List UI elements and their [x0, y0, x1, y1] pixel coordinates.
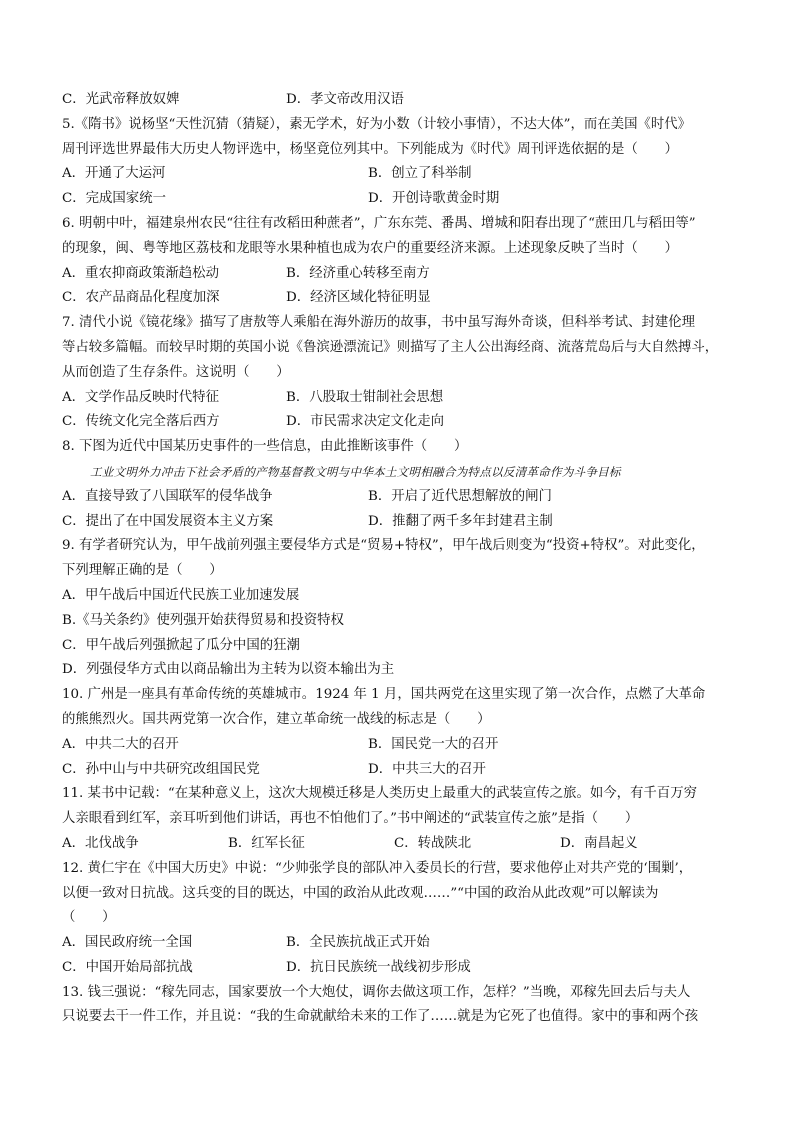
answer-option: A．直接导致了八国联军的侵华战争 [62, 488, 273, 504]
question-text-line: 的现象，闽、粤等地区荔枝和龙眼等水果种植也成为农户的重要经济来源。上述现象反映了当时（ ） [62, 240, 678, 256]
answer-option: A．北伐战争 [62, 835, 139, 851]
question-text-line: （ ） [62, 910, 116, 926]
answer-option: D．中共三大的召开 [368, 761, 486, 777]
answer-option: C．完成国家统一 [62, 191, 166, 207]
event-info-figure: 工业文明外力冲击下社会矛盾的产物基督教文明与中华本土文明相融合为特点以反清革命作为斗争目标 [90, 464, 621, 479]
answer-option: C．中国开始局部抗战 [62, 959, 193, 975]
question-text-line: 人亲眼看到红军，亲耳听到他们讲话，再也不怕他们了。”书中阐述的“武装宣传之旅”是指（ ） [62, 811, 639, 827]
question-text-line: 8. 下图为近代中国某历史事件的一些信息，由此推断该事件（ ） [62, 439, 468, 455]
question-text-line: 只说要去干一件工作，并且说：“我的生命就献给未来的工作了……就是为它死了也值得。家中的事和两个孩 [62, 1009, 699, 1025]
answer-option: A．文学作品反映时代特征 [62, 389, 219, 405]
answer-option: D．孝文帝改用汉语 [286, 92, 404, 107]
answer-option: C．传统文化完全落后西方 [62, 414, 220, 430]
answer-options-row [62, 485, 742, 510]
question-text-line: 的熊熊烈火。国共两党第一次合作，建立革命统一战线的标志是（ ） [62, 711, 491, 727]
answer-options-row [62, 162, 742, 187]
question-text-line: 6. 明朝中叶，福建泉州农民“往往有改稻田种蔗者”，广东东莞、番禺、增城和阳春出现了“蔗田几与稻田等” [62, 215, 696, 231]
question-text-line: 10. 广州是一座具有革命传统的英雄城市。1924 年 1 月，国共两党在这里实现了第一次合作，点燃了大革命 [62, 687, 706, 703]
answer-options-row [62, 187, 742, 212]
question-text-line: 以便一致对日抗战。这兵变的目的既达，中国的政治从此改观……”“中国的政治从此改观”可以解读为 [62, 885, 659, 901]
answer-option: C．孙中山与中共研究改组国民党 [62, 761, 260, 777]
answer-option: B．经济重心转移至南方 [286, 265, 430, 281]
answer-option: D．南昌起义 [560, 835, 638, 851]
answer-option: D．经济区域化特征明显 [286, 290, 431, 306]
answer-options-row [62, 286, 742, 311]
question-list [62, 88, 742, 1030]
answer-option: D．推翻了两千多年封建君主制 [368, 513, 553, 529]
question-text-line: 周刊评选世界最伟大历史人物评选中，杨坚竟位列其中。下列能成为《时代》周刊评选依据的是（ ） [62, 141, 678, 157]
answer-options-row [62, 88, 742, 113]
answer-options-row [62, 832, 742, 857]
question-text-line: C．甲午战后列强掀起了瓜分中国的狂潮 [62, 637, 300, 653]
question-text-line: 13. 钱三强说：“稼先同志，国家要放一个大炮仗，调你去做这项工作，怎样？”当晚，邓稼先回去后与夫人 [62, 984, 691, 1000]
answer-option: D．市民需求决定文化走向 [286, 414, 445, 430]
answer-option: B．创立了科举制 [368, 166, 472, 182]
question-text-line: 7. 清代小说《镜花缘》描写了唐敖等人乘船在海外游历的故事，书中虽写海外奇谈，但科举考试、封建伦理 [62, 315, 695, 331]
question-text-line: 12. 黄仁宇在《中国大历史》中说：“少帅张学良的部队冲入委员长的行营，要求他停止对共产党的‘围剿’， [62, 860, 693, 876]
answer-option: C．农产品商品化程度加深 [62, 290, 220, 306]
answer-option: B．八股取士钳制社会思想 [286, 389, 444, 405]
answer-options-row [62, 410, 742, 435]
question-text-line: D．列强侵华方式由以商品输出为主转为以资本输出为主 [62, 662, 395, 678]
question-text-line: A．甲午战后中国近代民族工业加速发展 [62, 587, 300, 603]
answer-option: B．全民族抗战正式开始 [286, 935, 430, 951]
answer-options-row [62, 733, 742, 758]
answer-option: B．开启了近代思想解放的闸门 [368, 488, 552, 504]
question-text-line: 下列理解正确的是（ ） [62, 563, 223, 579]
answer-options-row [62, 931, 742, 956]
answer-option: A．开通了大运河 [62, 166, 166, 182]
answer-option: D．抗日民族统一战线初步形成 [286, 959, 471, 975]
answer-options-row [62, 510, 742, 535]
answer-option: B．国民党一大的召开 [368, 736, 499, 752]
answer-option: A．重农抑商政策渐趋松动 [62, 265, 219, 281]
answer-option: B．红军长征 [228, 835, 305, 851]
answer-options-row [62, 956, 742, 981]
answer-option: A．国民政府统一全国 [62, 935, 193, 951]
answer-option: D．开创诗歌黄金时期 [368, 191, 500, 207]
answer-options-row [62, 758, 742, 783]
answer-options-row [62, 262, 742, 287]
question-text-line: 5.《隋书》说杨坚“天性沉猜（猜疑），素无学术，好为小数（计较小事情），不达大体”，而在美国《时代》 [62, 116, 692, 132]
answer-options-row [62, 386, 742, 411]
answer-option: C．光武帝释放奴婢 [62, 92, 180, 107]
question-text-line: 从而创造了生存条件。这说明（ ） [62, 364, 290, 380]
question-text-line: 等占较多篇幅。而较早时期的英国小说《鲁滨逊漂流记》则描写了主人公出海经商、流落荒岛后与大自然搏斗， [62, 339, 719, 355]
question-text-line: 9. 有学者研究认为，甲午战前列强主要侵华方式是“贸易+特权”，甲午战后则变为“投资+特权”。对此变化， [62, 538, 705, 554]
answer-option: C．提出了在中国发展资本主义方案 [62, 513, 274, 529]
question-text-line: B.《马关条约》使列强开始获得贸易和投资特权 [62, 612, 344, 628]
answer-option: C．转战陕北 [394, 835, 472, 851]
answer-option: A．中共二大的召开 [62, 736, 179, 752]
question-text-line: 11. 某书中记载：“在某种意义上，这次大规模迁移是人类历史上最重大的武装宣传之旅。如今，有千百万穷 [62, 786, 697, 802]
